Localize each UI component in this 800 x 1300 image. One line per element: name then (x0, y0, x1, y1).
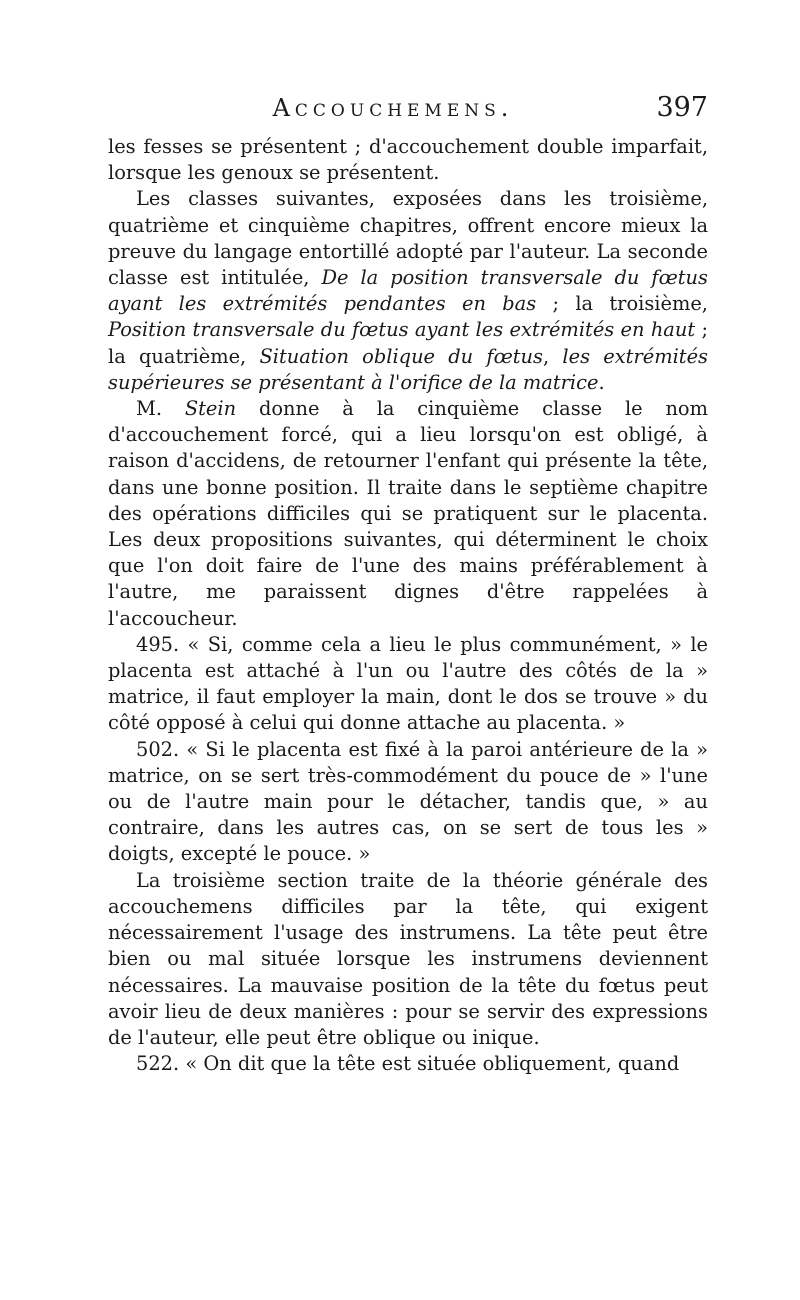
text-run: 522. « On dit que la tête est située obliquement, quand (136, 1052, 680, 1076)
text-run: , (542, 344, 563, 368)
body-text (108, 134, 708, 1077)
text-run: La troisième section traite de la théorie générale des accouchemens difficiles par la tête, qui exigent nécessairement l'usage des instrumens. La tête peut être bien ou mal située lorsque les instrumens deviennent nécessaires. La mauvaise position de la tête du fœtus peut avoir lieu de deux manières : pour se servir des expressions de l'auteur, elle peut être oblique ou inique. (108, 868, 708, 1049)
paragraph (108, 1051, 708, 1077)
italic-text: De la position transversale du fœtus ayant les extrémités pendantes en bas (108, 266, 708, 316)
italic-text: Situation oblique du fœtus (259, 344, 543, 368)
text-run: M. (136, 397, 185, 421)
running-head (108, 92, 708, 132)
text-run: donne à la cinquième classe le nom d'accouchement forcé, qui a lieu lorsqu'on est obligé, à raison d'accidens, de retourner l'enfant qui présente la tête, dans une bonne position. Il traite dans le septième chapitre des opérations difficiles qui se pratiquent sur le placenta. Les deux propositions suivantes, qui déterminent le choix que l'on doit faire de l'une des mains préférablement à l'autre, me paraissent dignes d'être rappelées à l'accoucheur. (108, 397, 708, 630)
text-run: 495. « Si, comme cela a lieu le plus communément, » le placenta est attaché à l'un ou l'autre des côtés de la » matrice, il faut employer la main, dont le dos se trouve » du côté opposé à celui qui donne attache au placenta. » (108, 632, 708, 735)
paragraph (108, 134, 708, 186)
text-run: ; la quatrième, (108, 318, 708, 368)
text-run: 502. « Si le placenta est fixé à la paroi antérieure de la » matrice, on se sert très-commodément du pouce de » l'une ou de l'autre main pour le détacher, tandis que, » au contraire, dans les autres cas, on se sert de tous les » doigts, excepté le pouce. » (108, 737, 708, 866)
paragraph (108, 396, 708, 632)
running-title: Accouchemens. (272, 94, 514, 122)
italic-text: les extrémités supérieures se présentant à l'orifice de la matrice (108, 344, 709, 394)
text-run: ; la troisième, (536, 292, 708, 316)
text-run: les fesses se présentent ; d'accouchement double imparfait, lorsque les genoux se présentent. (108, 135, 708, 185)
paragraph (108, 868, 708, 1051)
text-run: . (598, 370, 605, 394)
paragraph (108, 632, 708, 737)
text-run: Les classes suivantes, exposées dans les troisième, quatrième et cinquième chapitres, offrent encore mieux la preuve du langage entortillé adopté par l'auteur. La seconde classe est intitulée, (108, 187, 708, 290)
paragraph (108, 737, 708, 868)
page-number: 397 (656, 92, 708, 123)
paragraph (108, 186, 708, 396)
italic-text: Stein (184, 397, 237, 421)
italic-text: Position transversale du fœtus ayant les extrémités en haut (108, 318, 696, 342)
book-page (108, 92, 708, 1077)
